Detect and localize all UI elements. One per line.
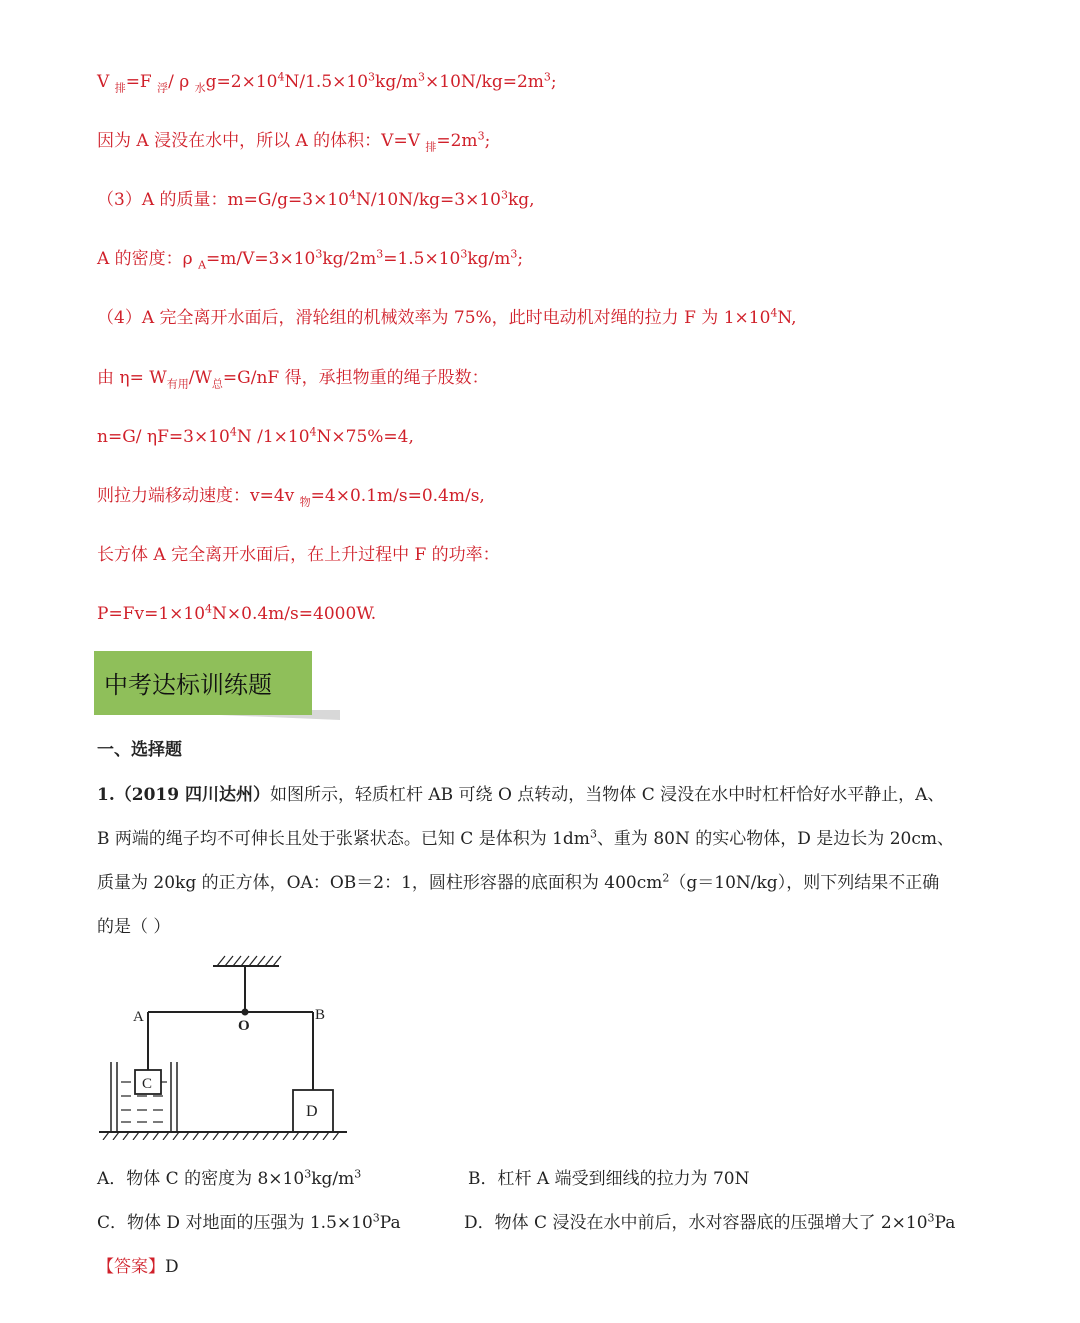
lever-figure	[95, 950, 355, 1144]
text: =2m	[436, 131, 478, 151]
sup: 3	[304, 1167, 312, 1181]
sup: 4	[229, 425, 237, 439]
label-b: B	[315, 1007, 326, 1023]
text: =F	[125, 72, 158, 92]
text: 质量为 20kg 的正方体，OA：OB＝2：1，圆柱形容器的底面积为 400cm	[97, 873, 663, 893]
text: 因为 A 浸没在水中，所以 A 的体积：V=V	[97, 131, 426, 151]
question-line-1	[97, 784, 944, 806]
sup: 3	[589, 827, 597, 841]
text: kg/m	[467, 249, 511, 269]
solution-line-6	[97, 367, 489, 389]
solution-line-7	[97, 426, 414, 448]
answer-label: 【答案】	[97, 1257, 165, 1277]
sup: 3	[460, 247, 468, 261]
text: C．物体 D 对地面的压强为 1.5×10	[97, 1213, 373, 1233]
text: 由 η= W	[97, 368, 167, 388]
pivot-point	[242, 1009, 249, 1016]
answer-line	[97, 1256, 179, 1278]
sup: 3	[477, 129, 485, 143]
sub: 浮	[157, 81, 169, 95]
text: kg/m	[311, 1169, 355, 1189]
text: N×0.4m/s=4000W.	[212, 604, 377, 624]
option-b	[468, 1168, 750, 1190]
sup: 4	[277, 70, 285, 84]
text: 如图所示，轻质杠杆 AB 可绕 O 点转动，当物体 C 浸没在水中时杠杆恰好水平静止，A、	[269, 785, 945, 805]
sub: A	[198, 258, 207, 272]
text: /W	[188, 368, 212, 388]
text: ;	[550, 72, 557, 92]
text: B 两端的绳子均不可伸长且处于张紧状态。已知 C 是体积为 1dm	[97, 829, 590, 849]
text: N,	[777, 308, 797, 328]
text: （4）A 完全离开水面后，滑轮组的机械效率为 75%，此时电动机对绳的拉力 F 为 1×10	[97, 308, 771, 328]
sup: 3	[368, 70, 376, 84]
text: B．杠杆 A 端受到细线的拉力为 70N	[468, 1169, 750, 1189]
question-line-4: 的是（ ）	[97, 917, 171, 937]
text: ×10N/kg=2m	[425, 72, 544, 92]
lever-diagram	[95, 950, 355, 1140]
solution-line-10	[97, 603, 376, 625]
option-a	[97, 1168, 361, 1190]
sup: 2	[662, 871, 670, 885]
option-c	[97, 1212, 401, 1234]
sup: 4	[205, 602, 213, 616]
text: kg/m	[375, 72, 419, 92]
text: Pa	[934, 1213, 956, 1233]
text: =4×0.1m/s=0.4m/s,	[310, 486, 485, 506]
text: （3）A 的质量：m=G/g=3×10	[97, 190, 349, 210]
sub: 有用	[166, 377, 189, 391]
sup: 3	[510, 247, 518, 261]
sup: 3	[354, 1167, 362, 1181]
banner-title: 中考达标训练题	[104, 671, 272, 699]
text: V	[97, 72, 115, 92]
text: A 的密度：ρ	[97, 249, 199, 269]
sup: 4	[309, 425, 317, 439]
text: N /1×10	[236, 427, 310, 447]
solution-line-2	[97, 130, 490, 152]
text: ;	[484, 131, 491, 151]
ground-hatch	[103, 1132, 339, 1140]
text: ;	[517, 249, 524, 269]
option-d	[464, 1212, 955, 1234]
sup: 4	[770, 306, 778, 320]
text: P=Fv=1×10	[97, 604, 206, 624]
text: D．物体 C 浸没在水中前后，水对容器底的压强增大了 2×10	[464, 1213, 928, 1233]
solution-line-1	[97, 71, 557, 93]
solution-line-9	[97, 544, 500, 566]
question-number: 1.（2019 四川达州）	[97, 785, 270, 805]
sub: 排	[425, 140, 437, 154]
label-c: C	[142, 1076, 153, 1092]
answer-value: D	[165, 1257, 179, 1277]
sup: 3	[500, 188, 508, 202]
text: kg/2m	[322, 249, 377, 269]
sup: 3	[418, 70, 426, 84]
text: =1.5×10	[383, 249, 461, 269]
text: （g＝10N/kg），则下列结果不正确	[669, 873, 940, 893]
sup: 4	[349, 188, 356, 202]
text: N/1.5×10	[284, 72, 369, 92]
sup: 3	[927, 1211, 935, 1225]
sup: 3	[315, 247, 323, 261]
label-a: A	[133, 1009, 144, 1025]
question-line-2	[97, 828, 954, 850]
text: =m/V=3×10	[206, 249, 316, 269]
text: N×75%=4,	[316, 427, 414, 447]
label-o: O	[238, 1018, 250, 1034]
solution-line-3	[97, 189, 535, 211]
sub: 排	[114, 81, 126, 95]
text: / ρ	[168, 72, 195, 92]
sup: 3	[376, 247, 384, 261]
text: 长方体 A 完全离开水面后，在上升过程中 F 的功率：	[97, 545, 500, 565]
solution-line-4	[97, 248, 523, 270]
sub: 物	[299, 495, 311, 509]
solution-line-8	[97, 485, 485, 507]
text: 则拉力端移动速度：v=4v	[97, 486, 300, 506]
text: A．物体 C 的密度为 8×10	[97, 1169, 305, 1189]
section-title: 一、选择题	[97, 740, 182, 760]
sub: 水	[194, 81, 206, 95]
sup: 3	[543, 70, 551, 84]
text: n=G/ ηF=3×10	[97, 427, 230, 447]
sub: 总	[211, 377, 223, 391]
text: g=2×10	[205, 72, 278, 92]
text: N/10N/kg=3×10	[356, 190, 501, 210]
text: =G/nF 得，承担物重的绳子股数：	[222, 368, 489, 388]
sup: 3	[372, 1211, 380, 1225]
text: Pa	[379, 1213, 401, 1233]
label-d: D	[306, 1103, 318, 1120]
solution-line-5	[97, 307, 797, 329]
text: 、重为 80N 的实心物体，D 是边长为 20cm、	[596, 829, 954, 849]
text: kg,	[507, 190, 535, 210]
question-line-3	[97, 872, 939, 894]
ceiling-hatch	[217, 956, 281, 966]
